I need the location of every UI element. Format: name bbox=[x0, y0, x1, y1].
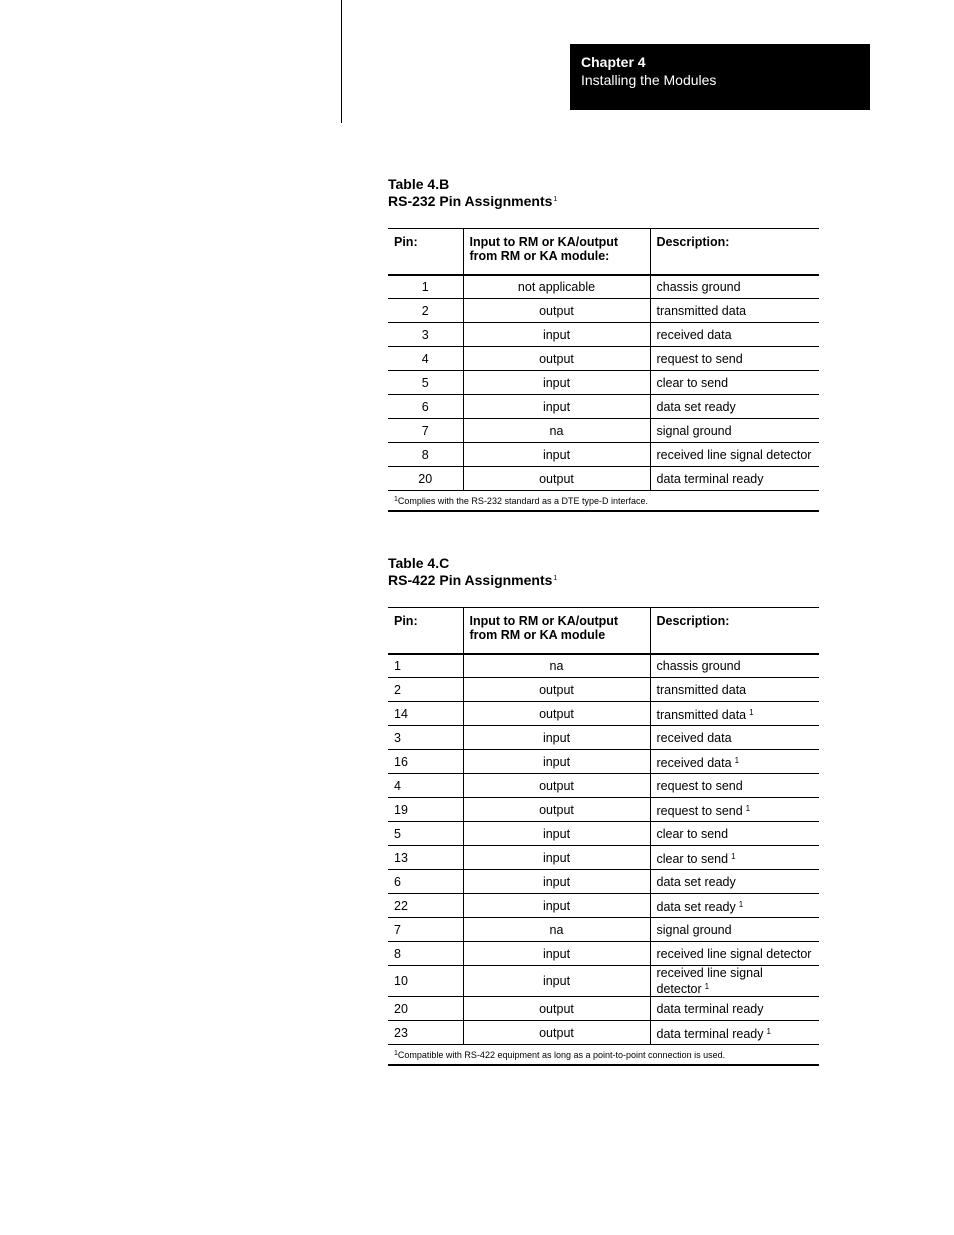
description-cell bbox=[650, 846, 819, 870]
pin-cell: 23 bbox=[388, 1021, 463, 1045]
pin-cell: 20 bbox=[388, 997, 463, 1021]
description-cell bbox=[650, 1021, 819, 1045]
table-c-title: RS-422 Pin Assignments bbox=[388, 572, 553, 588]
pin-cell: 14 bbox=[388, 702, 463, 726]
direction-cell: output bbox=[463, 678, 650, 702]
direction-cell: input bbox=[463, 942, 650, 966]
direction-cell: not applicable bbox=[463, 275, 650, 299]
description-text: data terminal ready bbox=[656, 1001, 764, 1016]
table-c-note-mark: 1 bbox=[553, 575, 558, 582]
direction-cell: output bbox=[463, 299, 650, 323]
description-cell bbox=[650, 750, 819, 774]
description-text: data set ready bbox=[656, 874, 736, 889]
description-cell bbox=[650, 395, 819, 419]
description-cell bbox=[650, 467, 819, 491]
description-text: clear to send bbox=[656, 375, 729, 390]
pin-cell: 13 bbox=[388, 846, 463, 870]
pin-cell: 5 bbox=[388, 371, 463, 395]
description-cell bbox=[650, 870, 819, 894]
footnote-mark: 1 bbox=[394, 495, 398, 503]
direction-cell: input bbox=[463, 870, 650, 894]
direction-cell: input bbox=[463, 846, 650, 870]
col-header-pin: Pin: bbox=[388, 229, 463, 275]
description-cell bbox=[650, 798, 819, 822]
direction-cell: input bbox=[463, 726, 650, 750]
footnote-cell bbox=[388, 491, 819, 511]
pin-cell: 4 bbox=[388, 347, 463, 371]
description-cell bbox=[650, 678, 819, 702]
table-header-row bbox=[388, 229, 819, 275]
description-text: transmitted data bbox=[656, 707, 747, 722]
table-row bbox=[388, 997, 819, 1021]
description-text: received data bbox=[656, 327, 732, 342]
description-cell bbox=[650, 347, 819, 371]
col-header-direction: Input to RM or KA/output from RM or KA module bbox=[463, 608, 650, 654]
footnote-ref: 1 bbox=[731, 851, 736, 861]
table-b-label: Table 4.B bbox=[388, 176, 450, 192]
description-text: transmitted data bbox=[656, 682, 747, 697]
description-text: signal ground bbox=[656, 922, 732, 937]
direction-cell: input bbox=[463, 395, 650, 419]
description-cell bbox=[650, 371, 819, 395]
footnote-ref: 1 bbox=[704, 982, 710, 991]
description-text: received line signal detector bbox=[656, 946, 812, 961]
pin-cell: 6 bbox=[388, 870, 463, 894]
footnote-text: Complies with the RS-232 standard as a DTE type-D interface. bbox=[397, 495, 649, 506]
table-row bbox=[388, 798, 819, 822]
pin-cell: 19 bbox=[388, 798, 463, 822]
description-cell bbox=[650, 997, 819, 1021]
footnote-row bbox=[388, 1045, 819, 1065]
direction-cell: input bbox=[463, 371, 650, 395]
footnote-ref: 1 bbox=[734, 755, 740, 765]
pin-cell: 2 bbox=[388, 678, 463, 702]
footnote-text: Compatible with RS-422 equipment as long as a point-to-point connection is used. bbox=[397, 1049, 726, 1060]
pin-cell: 3 bbox=[388, 726, 463, 750]
description-cell bbox=[650, 323, 819, 347]
pin-cell: 4 bbox=[388, 774, 463, 798]
description-text: received data bbox=[656, 755, 732, 770]
description-cell bbox=[650, 654, 819, 678]
pin-cell: 20 bbox=[388, 467, 463, 491]
description-text: data terminal ready bbox=[656, 1026, 764, 1041]
table-row bbox=[388, 323, 819, 347]
pin-cell: 3 bbox=[388, 323, 463, 347]
direction-cell: output bbox=[463, 1021, 650, 1045]
chapter-header bbox=[570, 44, 870, 110]
table-c-label: Table 4.C bbox=[388, 555, 450, 571]
table-row bbox=[388, 678, 819, 702]
direction-cell: output bbox=[463, 467, 650, 491]
table-row bbox=[388, 395, 819, 419]
chapter-title: Installing the Modules bbox=[581, 72, 717, 88]
footnote-cell bbox=[388, 1045, 819, 1065]
direction-cell: input bbox=[463, 894, 650, 918]
pin-cell: 10 bbox=[388, 966, 463, 997]
margin-rule bbox=[341, 0, 342, 123]
description-text: request to send bbox=[656, 803, 743, 818]
table-row bbox=[388, 443, 819, 467]
table-row bbox=[388, 870, 819, 894]
pin-cell: 2 bbox=[388, 299, 463, 323]
description-text: data set ready bbox=[656, 899, 736, 914]
table-row bbox=[388, 966, 819, 997]
description-cell bbox=[650, 822, 819, 846]
description-text: signal ground bbox=[656, 423, 732, 438]
footnote-mark: 1 bbox=[394, 1049, 398, 1057]
table-row bbox=[388, 942, 819, 966]
table-row bbox=[388, 750, 819, 774]
description-text: chassis ground bbox=[656, 658, 741, 673]
direction-cell: output bbox=[463, 774, 650, 798]
col-header-description: Description: bbox=[650, 608, 819, 654]
col-header-pin: Pin: bbox=[388, 608, 463, 654]
description-text: clear to send bbox=[656, 826, 729, 841]
description-cell bbox=[650, 966, 819, 997]
pin-cell: 8 bbox=[388, 443, 463, 467]
description-text: transmitted data bbox=[656, 303, 747, 318]
description-cell bbox=[650, 942, 819, 966]
table-row bbox=[388, 774, 819, 798]
description-cell bbox=[650, 702, 819, 726]
direction-cell: input bbox=[463, 750, 650, 774]
description-text: received data bbox=[656, 730, 732, 745]
description-text: received line signal detector bbox=[656, 966, 763, 996]
description-cell bbox=[650, 726, 819, 750]
table-row bbox=[388, 467, 819, 491]
table-row bbox=[388, 275, 819, 299]
footnote-ref: 1 bbox=[766, 1026, 771, 1036]
table-c-caption bbox=[388, 555, 557, 588]
description-text: received line signal detector bbox=[656, 447, 812, 462]
direction-cell: output bbox=[463, 347, 650, 371]
table-row bbox=[388, 726, 819, 750]
table-c bbox=[388, 607, 819, 1066]
description-cell bbox=[650, 443, 819, 467]
direction-cell: na bbox=[463, 654, 650, 678]
table-b-caption bbox=[388, 176, 557, 209]
direction-cell: na bbox=[463, 918, 650, 942]
direction-cell: output bbox=[463, 997, 650, 1021]
table-row bbox=[388, 371, 819, 395]
pin-cell: 1 bbox=[388, 275, 463, 299]
description-cell bbox=[650, 419, 819, 443]
description-cell bbox=[650, 299, 819, 323]
pin-cell: 16 bbox=[388, 750, 463, 774]
chapter-number: Chapter 4 bbox=[581, 54, 646, 70]
footnote-row bbox=[388, 491, 819, 511]
description-cell bbox=[650, 894, 819, 918]
direction-cell: input bbox=[463, 323, 650, 347]
footnote-ref: 1 bbox=[738, 899, 744, 909]
table-row bbox=[388, 894, 819, 918]
pin-cell: 22 bbox=[388, 894, 463, 918]
table-row bbox=[388, 419, 819, 443]
direction-cell: input bbox=[463, 822, 650, 846]
direction-cell: na bbox=[463, 419, 650, 443]
table-row bbox=[388, 918, 819, 942]
footnote-ref: 1 bbox=[749, 707, 754, 717]
table-row bbox=[388, 347, 819, 371]
pin-cell: 6 bbox=[388, 395, 463, 419]
description-cell bbox=[650, 918, 819, 942]
table-row bbox=[388, 822, 819, 846]
pin-cell: 1 bbox=[388, 654, 463, 678]
footnote-ref: 1 bbox=[745, 803, 751, 813]
pin-cell: 5 bbox=[388, 822, 463, 846]
pin-cell: 8 bbox=[388, 942, 463, 966]
col-header-direction: Input to RM or KA/output from RM or KA module: bbox=[463, 229, 650, 275]
table-header-row bbox=[388, 608, 819, 654]
pin-cell: 7 bbox=[388, 918, 463, 942]
table-row bbox=[388, 299, 819, 323]
description-text: chassis ground bbox=[656, 279, 741, 294]
direction-cell: input bbox=[463, 966, 650, 997]
table-b-title: RS-232 Pin Assignments bbox=[388, 193, 553, 209]
direction-cell: output bbox=[463, 798, 650, 822]
description-text: clear to send bbox=[656, 851, 729, 866]
col-header-description: Description: bbox=[650, 229, 819, 275]
description-text: request to send bbox=[656, 351, 743, 366]
table-row bbox=[388, 702, 819, 726]
direction-cell: input bbox=[463, 443, 650, 467]
table-row bbox=[388, 1021, 819, 1045]
table-b-note-mark: 1 bbox=[553, 196, 558, 203]
description-text: request to send bbox=[656, 778, 743, 793]
pin-cell: 7 bbox=[388, 419, 463, 443]
table-row bbox=[388, 846, 819, 870]
description-text: data terminal ready bbox=[656, 471, 764, 486]
description-text: data set ready bbox=[656, 399, 736, 414]
table-row bbox=[388, 654, 819, 678]
direction-cell: output bbox=[463, 702, 650, 726]
table-b bbox=[388, 228, 819, 512]
description-cell bbox=[650, 774, 819, 798]
description-cell bbox=[650, 275, 819, 299]
